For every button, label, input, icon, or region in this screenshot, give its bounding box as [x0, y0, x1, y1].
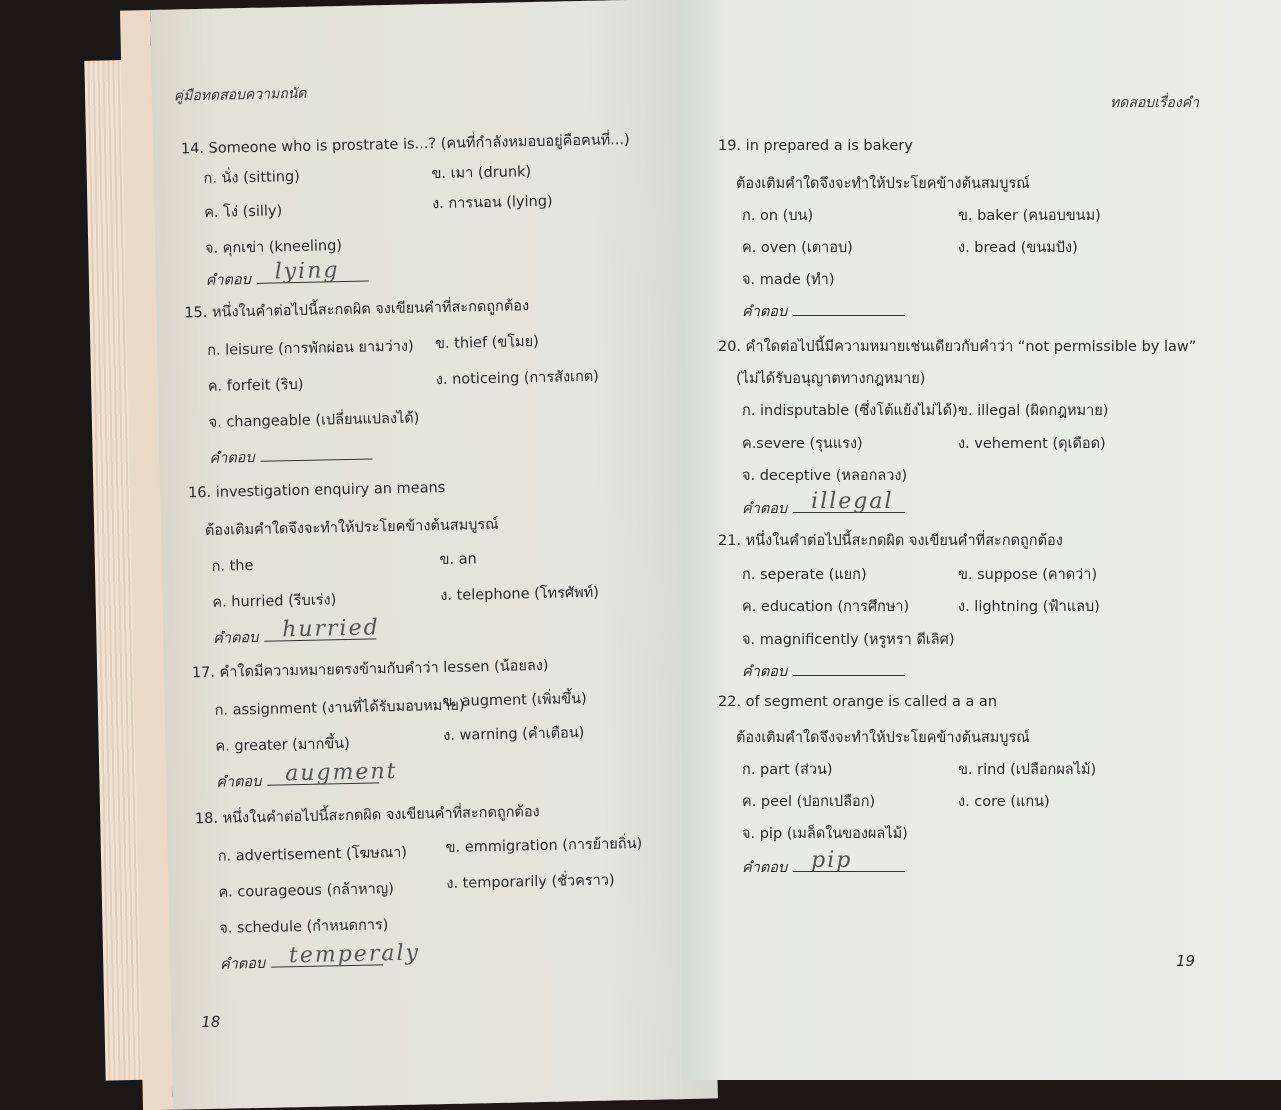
question-text: 14. Someone who is prostrate is...? (คนที่กำลังหมอบอยู่คือคนที่...)	[180, 131, 630, 158]
answer-blank[interactable]	[793, 303, 905, 316]
answer-option: จ. magnificently (หรูหรา ดีเลิศ)	[742, 632, 955, 648]
handwritten-answer: pip	[811, 848, 853, 873]
question-text: 21. หนึ่งในคำต่อไปนี้สะกดผิด จงเขียนคำที่สะกดถูกต้อง	[718, 533, 1063, 549]
running-header: ทดสอบเรื่องคำ	[1110, 95, 1199, 111]
question-instruction: ต้องเติมคำใดจึงจะทำให้ประโยคข้างต้นสมบูรณ์	[204, 516, 499, 539]
page-number: 18	[201, 1012, 221, 1032]
answer-row	[742, 848, 905, 879]
answer-option: ค. โง่ (silly)	[204, 203, 283, 221]
question-instruction: (ไม่ได้รับอนุญาตทางกฎหมาย)	[736, 371, 926, 387]
answer-label: คำตอบ	[219, 955, 266, 973]
running-header: คู่มือทดสอบความถนัด	[173, 85, 307, 105]
answer-blank[interactable]	[793, 663, 905, 676]
answer-option: ง. lightning (ฟ้าแลบ)	[958, 599, 1100, 615]
answer-option: ง. core (แกน)	[958, 794, 1050, 810]
answer-label: คำตอบ	[213, 629, 259, 647]
answer-blank[interactable]	[257, 258, 369, 285]
answer-option: ง. temporarily (ชั่วคราว)	[446, 872, 615, 892]
answer-option: ง. bread (ขนมปัง)	[958, 240, 1078, 256]
answer-row	[219, 940, 421, 975]
question-instruction: ต้องเติมคำใดจึงจะทำให้ประโยคข้างต้นสมบูรณ์	[736, 730, 1030, 746]
answer-option: ค. greater (มากขึ้น)	[215, 735, 350, 755]
answer-option: ข. augment (เพิ่มขึ้น)	[442, 691, 587, 711]
answer-blank[interactable]	[793, 489, 905, 514]
answer-option: จ. คุกเข่า (kneeling)	[204, 238, 343, 257]
answer-option: ข. เมา (drunk)	[431, 164, 532, 183]
answer-option: ข. rind (เปลือกผลไม้)	[958, 762, 1097, 778]
answer-label: คำตอบ	[209, 449, 255, 467]
answer-option: ข. illegal (ผิดกฎหมาย)	[958, 403, 1109, 419]
answer-label: คำตอบ	[742, 860, 788, 876]
left-page	[150, 0, 718, 1110]
answer-option: ง. warning (คำเตือน)	[443, 725, 585, 745]
handwritten-answer: augment	[284, 758, 398, 787]
answer-option: จ. deceptive (หลอกลวง)	[742, 468, 908, 484]
answer-blank[interactable]	[267, 758, 398, 787]
answer-option: จ. made (ทำ)	[742, 272, 835, 288]
answer-option: ก. leisure (การพักผ่อน ยามว่าง)	[206, 338, 414, 359]
answer-row	[742, 489, 905, 520]
right-page	[682, 0, 1281, 1080]
answer-label: คำตอบ	[205, 271, 252, 289]
answer-label: คำตอบ	[742, 304, 788, 320]
answer-option: ค. forfeit (ริบ)	[207, 376, 304, 395]
answer-option: ง. noticeing (การสังเกต)	[435, 368, 600, 389]
answer-option: ง. telephone (โทรศัพท์)	[440, 584, 600, 605]
answer-option: จ. pip (เมล็ดในของผลไม้)	[742, 826, 908, 842]
answer-blank[interactable]	[271, 940, 421, 969]
answer-option: ก. the	[211, 557, 254, 575]
answer-option: ค.severe (รุนแรง)	[742, 436, 863, 452]
answer-option: ง. การนอน (lying)	[431, 193, 553, 213]
answer-option: ค. hurried (รีบเร่ง)	[212, 592, 337, 611]
answer-row	[205, 258, 369, 291]
answer-label: คำตอบ	[742, 501, 788, 517]
question-text: 16. investigation enquiry an means	[187, 479, 446, 502]
question-instruction: ต้องเติมคำใดจึงจะทำให้ประโยคข้างต้นสมบูรณ์	[736, 176, 1030, 192]
answer-option: ก. assignment (งานที่ได้รับมอบหมาย)	[214, 697, 465, 719]
page-number: 19	[1176, 952, 1196, 970]
answer-option: ข. suppose (คาดว่า)	[958, 567, 1098, 583]
answer-blank[interactable]	[264, 615, 380, 643]
answer-option: ก. seperate (แยก)	[742, 567, 867, 583]
answer-blank[interactable]	[260, 446, 372, 461]
question-text: 19. in prepared a is bakery	[718, 138, 913, 154]
answer-option: ง. vehement (ดุเดือด)	[958, 436, 1106, 452]
handwritten-answer: temperaly	[288, 940, 421, 969]
answer-row	[209, 443, 373, 469]
question-text: 20. คำใดต่อไปนี้มีความหมายเช่นเดียวกับคำว่า “not permissible by law”	[718, 339, 1197, 355]
answer-option: ก. part (ส่วน)	[742, 762, 833, 778]
answer-option: จ. changeable (เปลี่ยนแปลงได้)	[208, 410, 420, 431]
question-text: 18. หนึ่งในคำต่อไปนี้สะกดผิด จงเขียนคำที่สะกดถูกต้อง	[194, 804, 540, 828]
question-text: 15. หนึ่งในคำต่อไปนี้สะกดผิด จงเขียนคำที่สะกดถูกต้อง	[184, 298, 530, 322]
answer-row	[742, 660, 905, 683]
answer-row	[742, 300, 905, 323]
answer-option: ข. an	[439, 551, 477, 569]
handwritten-answer: hurried	[281, 615, 380, 643]
answer-option: ก. indisputable (ซึ่งโต้แย้งไม่ได้)	[742, 403, 958, 419]
answer-option: ค. peel (ปอกเปลือก)	[742, 794, 876, 810]
answer-option: ค. courageous (กล้าหาญ)	[218, 881, 394, 901]
question-text: 22. of segment orange is called a a an	[718, 694, 998, 710]
answer-row	[213, 615, 380, 649]
answer-option: ก. on (บน)	[742, 208, 814, 224]
answer-row	[216, 758, 398, 793]
question-text: 17. คำใดมีความหมายตรงข้ามกับคำว่า lessen (น้อยลง)	[191, 657, 549, 682]
answer-option: ก. advertisement (โฆษณา)	[217, 844, 408, 865]
answer-blank[interactable]	[793, 848, 905, 873]
answer-option: ก. นั่ง (sitting)	[203, 168, 300, 187]
handwritten-answer: illegal	[811, 489, 894, 514]
answer-option: ข. thief (ขโมย)	[434, 333, 539, 353]
answer-option: จ. schedule (กำหนดการ)	[219, 917, 389, 937]
answer-option: ค. oven (เตาอบ)	[742, 240, 853, 256]
answer-option: ข. baker (คนอบขนม)	[958, 208, 1101, 224]
answer-option: ค. education (การศึกษา)	[742, 599, 910, 615]
answer-label: คำตอบ	[216, 773, 262, 791]
answer-label: คำตอบ	[742, 664, 788, 680]
handwritten-answer: lying	[274, 258, 340, 285]
answer-option: ข. emmigration (การย้ายถิ่น)	[445, 835, 643, 856]
